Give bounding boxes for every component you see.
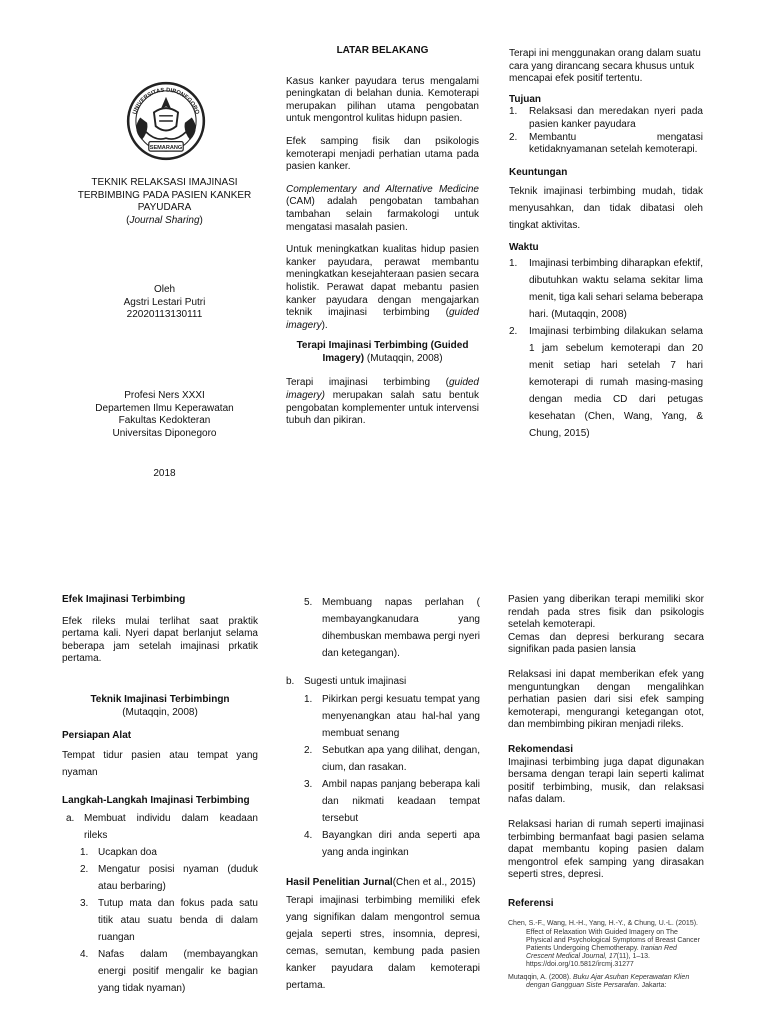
section-heading: Referensi [508,897,554,909]
list-item [509,323,703,442]
step-a: a. Membuat individu dalam keadaan rileks [66,813,258,842]
seal-bottom-text: SEMARANG [149,144,183,151]
step-b: b. Sugesti untuk imajinasi [286,676,407,687]
citation: (Mutaqqin, 2008) [122,706,198,718]
year: 2018 [153,468,176,479]
list-item [80,895,258,946]
list-number: 1. [509,257,518,269]
list-text: Pikirkan pergi kesuatu tempat yang menyenangkan atau hal-hal yang membuat senang [322,693,480,739]
paragraph: Terapi ini menggunakan orang dalam suatu cara yang dirancang secara khusus untuk mencapai efek positif tertentu. [509,48,701,85]
list-number: 2. [509,325,518,337]
list-text: Nafas dalam (membayangkan energi positif mengalir ke bagian yang tidak nyaman) [98,949,258,995]
section-heading: Persiapan Alat [62,730,132,742]
list-text: Relaksasi dan meredakan nyeri pada pasien kanker payudara [529,106,703,130]
paragraph: Cemas dan depresi berkurang secara signifikan pada pasien lansia [508,631,704,656]
by-label: Oleh [153,284,176,295]
paragraph: Efek rileks mulai terlihat saat praktik pertama kali. Nyeri dapat berlanjut selama beberapa jam setelah imajinasi prkatik pertama. [62,615,258,665]
list-item: 5. Membuang napas perlahan ( membayangkanudara yang dihembuskan membawa pergi nyeri dan ketegangan). [304,597,480,659]
list-item [80,946,258,997]
effect-section [62,594,258,997]
list-number: 1. [304,693,313,705]
paragraph: Complementary and Alternative Medicine (CAM) adalah pengobatan tambahan tambahan selain farmakologi untuk mengatasi masalah pasien. [286,183,479,233]
paragraph: Tempat tidur pasien atau tempat yang nyaman [62,749,258,778]
paragraph: Terapi imajinasi terbimbing (guided imagery) merupakan salah satu bentuk pengobatan komplementer untuk intervensi tubuh dan pikiran. [286,377,479,427]
faculty-name: Fakultas Kedokteran [118,415,211,427]
department-name: Departemen Ilmu Keperawatan [95,402,234,414]
reference-list [508,920,704,990]
list-text: Ucapkan doa [98,847,157,859]
section-heading: Waktu [509,242,539,254]
background-section [286,45,479,428]
section-heading: Tujuan [509,93,542,105]
paragraph: Teknik imajinasi terbimbing mudah, tidak menyusahkan, dan tidak dibatasi oleh tingkat aktivitas. [509,186,703,232]
page-gap [0,520,768,580]
list-text: Imajinasi terbimbing diharapkan efektif, dibutuhkan waktu selama sekitar lima menit, tiga kali sehari selama beberapa hari. (Mutaqqin, 2008) [529,257,703,320]
program-name: Profesi Ners XXXI [124,390,205,401]
list-number: 2. [509,131,518,143]
paragraph: Relaksasi ini dapat memberikan efek yang menguntungkan dengan mengalihkan perhatian pasien dari sisi efek samping kemoterapi, mengurangi ketegangan otot, dan membimbing pikiran menjadi rileks. [508,668,704,731]
author-name: Agstri Lestari Putri [123,296,206,308]
reference-item: Chen, S.-F., Wang, H.-H., Yang, H.-Y., & Chung, U.-L. (2015). Effect of Relaxation With Guided Imagery on The Physical and Psychological Symptoms of Breast Cancer Patients Undergoing Chemotherapy. Iranian Red Crescent Medical Journal, 17(11), 1–13. https://doi.org/10.5812/ircmj.31277 [508,920,700,969]
list-text: Bayangkan diri anda seperti apa yang anda inginkan [322,829,480,858]
section-heading: Efek Imajinasi Terbimbing [62,594,186,605]
paragraph: Efek samping fisik dan psikologis kemoterapi menjadi perhatian utama pada pasien kanker. [286,135,479,173]
time-list [509,255,703,442]
section-heading: Langkah-Langkah Imajinasi Terbimbing [62,794,250,806]
title-line: TEKNIK RELAKSASI IMAJINASI [91,177,238,188]
list-item [509,132,703,157]
list-number: 3. [80,898,89,910]
list-text: Membantu mengatasi ketidaknyamanan setelah kemoterapi. [529,131,703,156]
list-text: Tutup mata dan fokus pada satu titik atau suatu benda di dalam ruangan [98,898,258,944]
list-text: Sebutkan apa yang dilihat, dengan, cium, dan rasakan. [322,744,480,773]
list-item [304,742,480,776]
list-number: 2. [80,864,89,876]
list-text: Ambil napas panjang beberapa kali dan nikmati keadaan tempat tersebut [322,778,480,824]
goals-section [509,48,703,442]
author-block [62,284,267,322]
list-item [304,776,480,827]
list-item [304,691,480,742]
list-number: 4. [304,829,313,841]
list-text: Mengatur posisi nyaman (duduk atau berbaring) [98,864,258,893]
list-number: 1. [80,847,89,859]
section-heading: Keuntungan [509,166,568,178]
imagery-suggestion-section [286,594,480,994]
paragraph: Kasus kanker payudara terus mengalami peningkatan di belahan dunia. Kemoterapi merupakan pilihan utama pengobatan untuk mengontrol kulitas hidupn pasien. [286,75,479,125]
relax-steps-list [62,844,258,997]
paragraph: Relaksasi harian di rumah seperti imajinasi terbimbing bermanfaat bagi pasien selama dapat membantu koping pasien dalam mengontrol efek samping yang dirasakan seperti stres, depresi. [508,818,704,881]
paragraph: Pasien yang diberikan terapi memiliki skor rendah pada stres fisik dan psikologis setelah kemoterapi. [508,594,704,631]
document-type: (Journal Sharing) [126,214,203,226]
list-item [509,106,703,131]
list-item [80,861,258,895]
leaflet-inner-page [0,580,768,1024]
goals-list [509,106,703,156]
list-item [509,255,703,323]
document-title [62,177,267,227]
paragraph: Untuk meningkatkan kualitas hidup pasien kanker payudara, perawat membantu meningkatkan kesejahteraan pasien secara holistik. Perawat dapat mebantu pasien kanker payudara dengan mengajarkan teknik imajinasi terbimbing (guided imagery). [286,244,479,331]
list-number: 2. [304,744,313,756]
list-number: 3. [304,778,313,790]
list-item [80,844,258,861]
paragraph: Terapi imajinasi terbimbing memiliki efek yang signifikan dalam mengontrol semua gejala seperti stres, insomnia, depresi, cemas, semutan, kembung pada pasien kanker payudara dalam kemoterapi pertama. [286,895,480,992]
title-line: PAYUDARA [137,202,192,214]
institution-block [62,390,267,440]
student-number: 22020113130111 [126,309,203,321]
section-heading: Rekomendasi [508,743,574,755]
suggestion-list [286,691,480,861]
list-text: Imajinasi terbimbing dilakukan selama 1 jam sebelum kemoterapi dan 20 menit setiap hari setelah 7 hari kemoterapi di rumah masing-masing dengan media CD dari petugas kesehatan (Chen, Wang, Yang, & Chung, 2015) [529,325,703,439]
university-name: Universitas Diponegoro [112,427,217,439]
title-line: TERBIMBING PADA PASIEN KANKER [77,189,252,201]
section-heading: Teknik Imajinasi Terbimbingn [90,693,230,705]
section-heading: LATAR BELAKANG [336,45,429,56]
university-seal-logo [123,78,209,164]
section-heading: Hasil Penelitian Jurnal(Chen et al., 2015) [286,876,476,888]
list-number: 4. [80,949,89,961]
subsection-heading: Terapi Imajinasi Terbimbing (Guided Imagery) (Mutaqqin, 2008) [296,340,469,364]
seal-outer-text: UNIVERSITAS DIPONEGORO [132,87,200,116]
list-item [304,827,480,861]
results-section [508,594,704,994]
paragraph: Imajinasi terbimbing juga dapat digunakan bersama dengan terapi lain seperti kalimat positif terbimbing, musik, dan relaksasi nafas dalam. [508,756,704,806]
list-number: 1. [509,106,518,118]
reference-item: Mutaqqin, A. (2008). Buku Ajar Asuhan Keperawatan Klien dengan Gangguan Siste Persarafan. Jakarta: [508,973,690,989]
